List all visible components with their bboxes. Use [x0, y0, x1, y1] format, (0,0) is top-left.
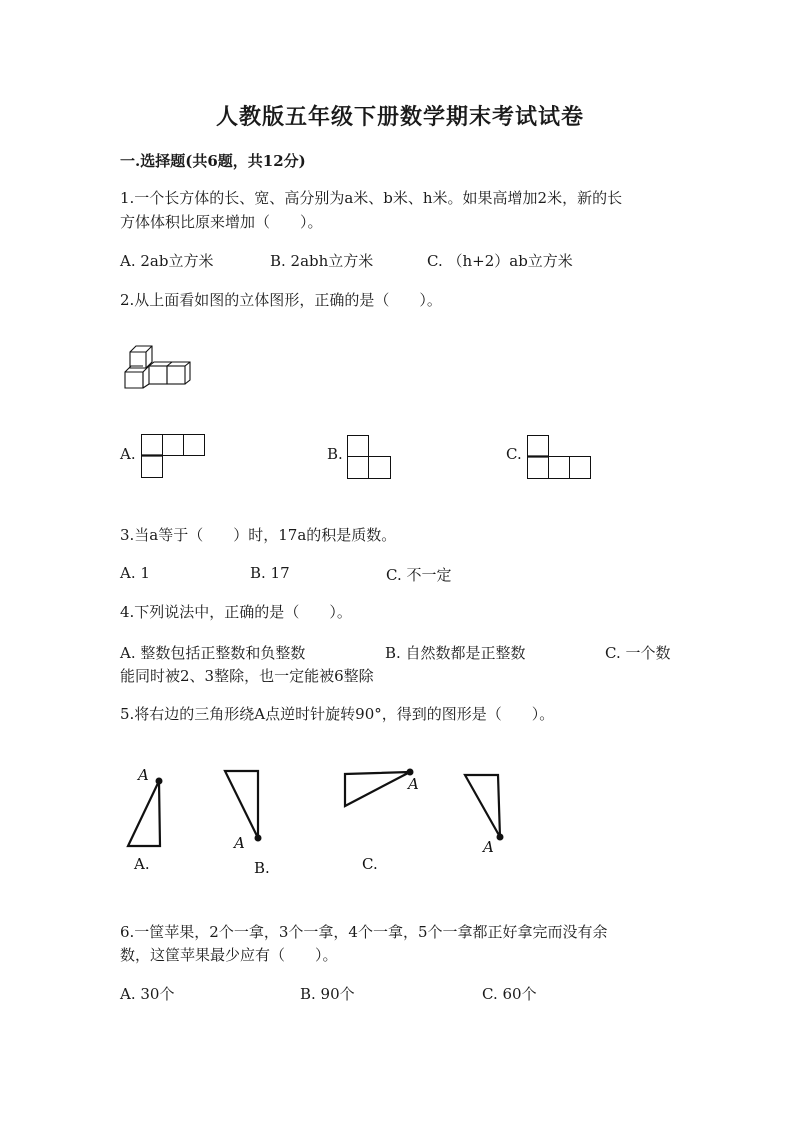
question-4-option-c: C. 一个数: [605, 644, 671, 662]
question-1-option-c: C. （h+2）ab立方米: [427, 252, 573, 270]
triangle-c-point-a-label: A: [408, 775, 419, 793]
top-view-option-b: [347, 435, 393, 481]
triangle-option-b-label: B.: [254, 859, 270, 877]
question-6-option-a: A. 30个: [120, 985, 175, 1003]
question-1-option-a: A. 2ab立方米: [120, 252, 214, 270]
triangle-option-a-label: A.: [134, 855, 150, 873]
question-5-text: 5.将右边的三角形绕A点逆时针旋转90°，得到的图形是（ ）。: [120, 705, 555, 723]
cube-stack-figure: [120, 340, 192, 392]
page-title: 人教版五年级下册数学期末考试试卷: [215, 104, 584, 130]
reference-triangle-figure: [120, 760, 180, 850]
question-2-option-b: B.: [327, 445, 343, 463]
question-4-option-a: A. 整数包括正整数和负整数: [120, 644, 306, 662]
top-view-option-a: [141, 434, 207, 480]
triangle-option-b-figure: [220, 766, 270, 856]
top-view-option-c: [527, 435, 593, 481]
question-3-option-c: C. 不一定: [386, 566, 452, 584]
question-6-line-2: 数，这筐苹果最少应有（ ）。: [120, 946, 338, 964]
option-c-label-figure: [360, 852, 390, 874]
triangle-option-c-label: C.: [362, 855, 378, 873]
triangle-d-point-a-label: A: [483, 838, 494, 856]
question-1-option-b: B. 2abh立方米: [270, 252, 374, 270]
question-6-option-b: B. 90个: [300, 985, 355, 1003]
question-1-line-2: 方体体积比原来增加（ ）。: [120, 213, 323, 231]
question-2-text: 2.从上面看如图的立体图形，正确的是（ ）。: [120, 291, 442, 309]
point-a-label: A: [138, 766, 149, 784]
option-b-label-figure: [252, 856, 282, 878]
question-6-option-c: C. 60个: [482, 985, 537, 1003]
section-heading: 一.选择题(共6题，共12分): [120, 152, 306, 170]
question-2-option-c: C.: [506, 445, 522, 463]
question-4-text: 4.下列说法中，正确的是（ ）。: [120, 603, 352, 621]
question-4-option-c-continued: 能同时被2、3整除，也一定能被6整除: [120, 667, 374, 685]
question-3-option-b: B. 17: [250, 564, 290, 582]
option-a-label-figure: [132, 852, 162, 874]
triangle-b-point-a-label: A: [234, 834, 245, 852]
question-3-text: 3.当a等于（ ）时，17a的积是质数。: [120, 526, 397, 544]
triangle-option-c-figure: [340, 762, 430, 812]
triangle-fourth-figure: [460, 770, 510, 860]
question-2-option-a: A.: [120, 445, 136, 463]
question-6-line-1: 6.一筐苹果，2个一拿，3个一拿，4个一拿，5个一拿都正好拿完而没有余: [120, 923, 608, 941]
question-1-line-1: 1.一个长方体的长、宽、高分别为a米、b米、h米。如果高增加2米，新的长: [120, 189, 623, 207]
question-4-option-b: B. 自然数都是正整数: [385, 644, 526, 662]
question-3-option-a: A. 1: [120, 564, 150, 582]
